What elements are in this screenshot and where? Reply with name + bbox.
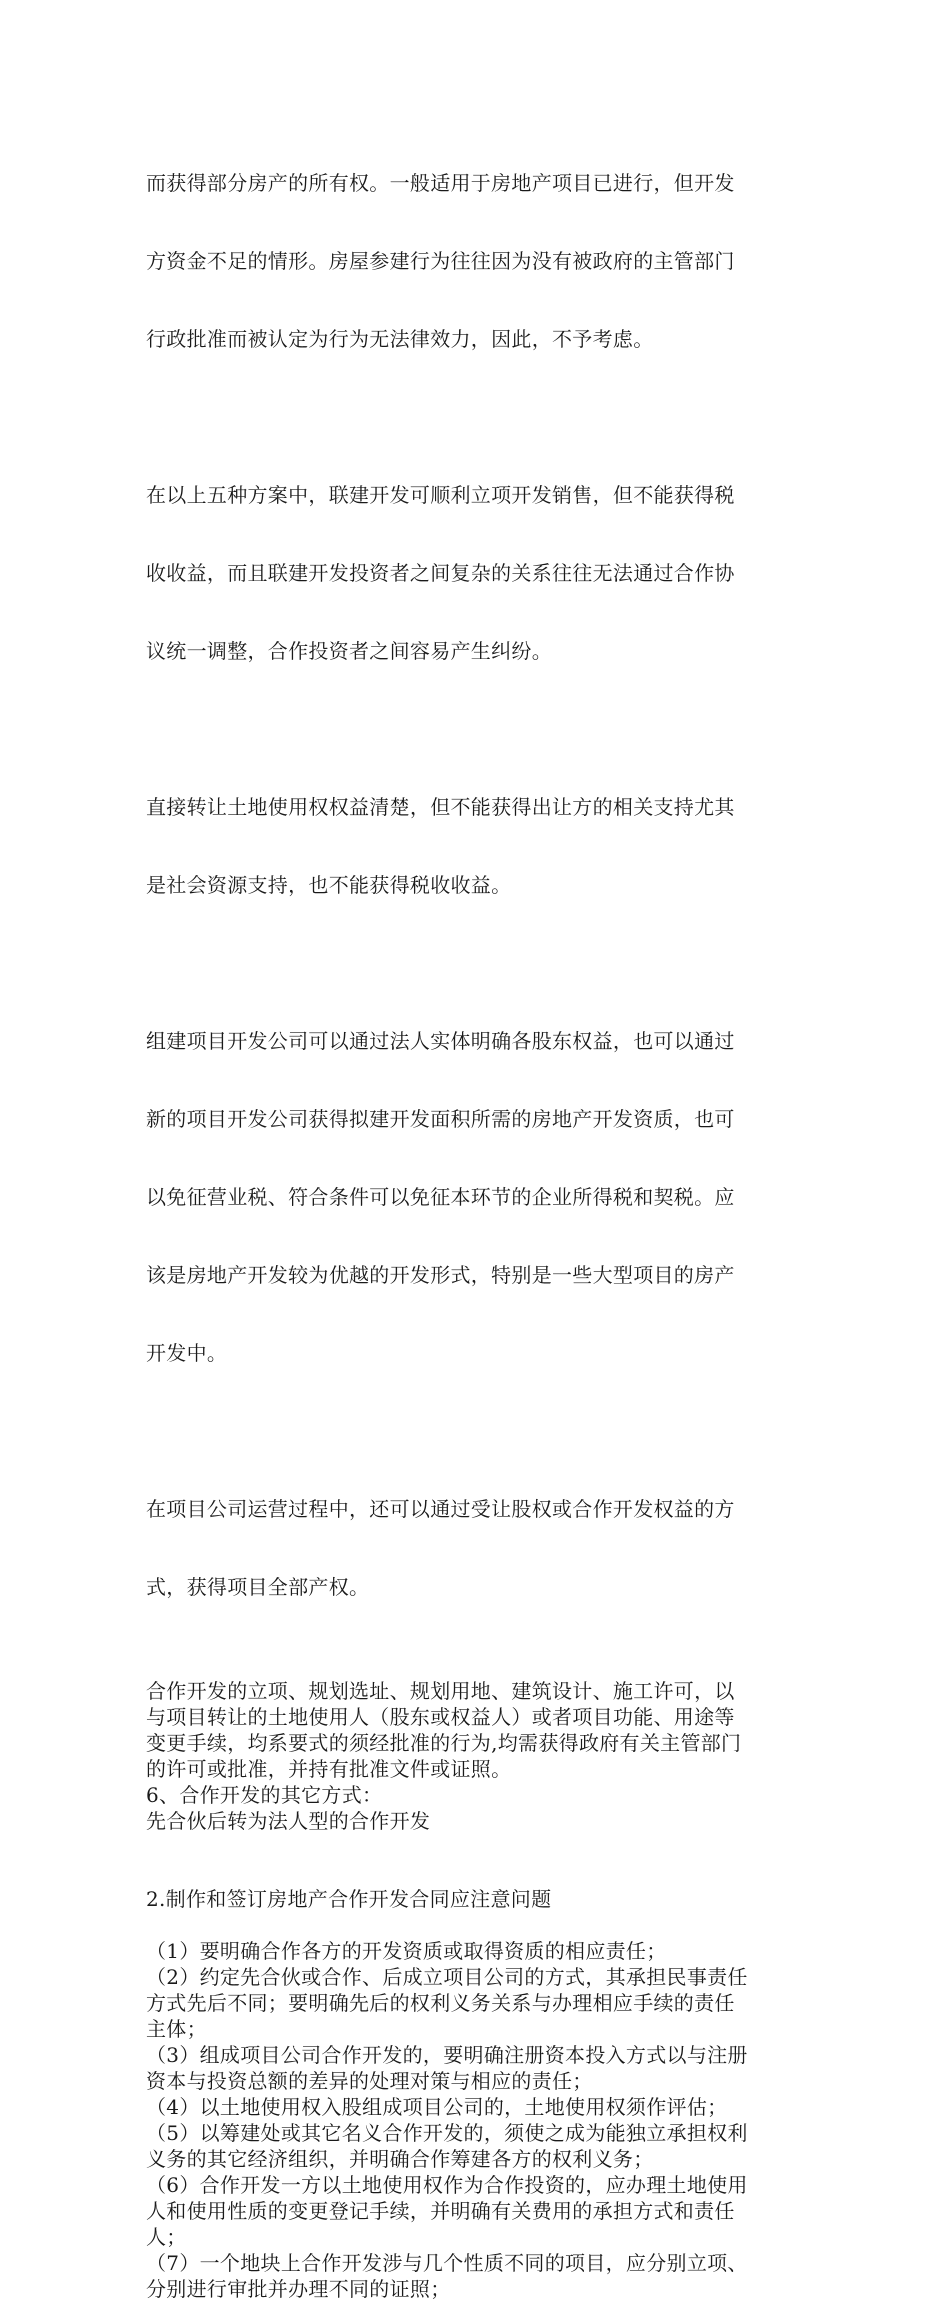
text-line: （6）合作开发一方以土地使用权作为合作投资的，应办理土地使用 bbox=[146, 2173, 748, 2197]
notice-list bbox=[146, 1938, 816, 2302]
text-line: 议统一调整，合作投资者之间容易产生纠纷。 bbox=[146, 639, 552, 663]
text-line: 变更手续，均系要式的须经批准的行为,均需获得政府有关主管部门 bbox=[146, 1731, 742, 1755]
list-item bbox=[146, 2094, 816, 2120]
spacer bbox=[146, 1912, 816, 1938]
text-line: 在以上五种方案中，联建开发可顺利立项开发销售，但不能获得税 bbox=[146, 483, 735, 507]
text-line: 以免征营业税、符合条件可以免征本环节的企业所得税和契税。应 bbox=[146, 1185, 735, 1209]
other-methods-title: 6、合作开发的其它方式： bbox=[146, 1783, 383, 1807]
text-line: （7）一个地块上合作开发涉与几个性质不同的项目，应分别立项、 bbox=[146, 2251, 748, 2275]
text-line: （3）组成项目公司合作开发的，要明确注册资本投入方式以与注册 bbox=[146, 2043, 748, 2067]
document-body bbox=[146, 118, 816, 2302]
text-line: 式，获得项目全部产权。 bbox=[146, 1575, 370, 1599]
text-line: 开发中。 bbox=[146, 1341, 228, 1365]
text-line: 行政批准而被认定为行为无法律效力，因此，不予考虑。 bbox=[146, 327, 654, 351]
text-line: 方资金不足的情形。房屋参建行为往往因为没有被政府的主管部门 bbox=[146, 249, 735, 273]
text-line: （2）约定先合伙或合作、后成立项目公司的方式，其承担民事责任 bbox=[146, 1965, 748, 1989]
list-item bbox=[146, 2120, 816, 2172]
text-line: 义务的其它经济组织，并明确合作筹建各方的权利义务； bbox=[146, 2147, 654, 2171]
text-line: 的许可或批准，并持有批准文件或证照。 bbox=[146, 1757, 512, 1781]
other-methods-item: 先合伙后转为法人型的合作开发 bbox=[146, 1809, 431, 1833]
text-line: 与项目转让的土地使用人（股东或权益人）或者项目功能、用途等 bbox=[146, 1705, 735, 1729]
list-item bbox=[146, 2172, 816, 2250]
text-line: 资本与投资总额的差异的处理对策与相应的责任； bbox=[146, 2069, 593, 2093]
paragraph-ownership bbox=[146, 118, 816, 404]
text-line: 主体； bbox=[146, 2017, 207, 2041]
section-heading: 2.制作和签订房地产合作开发合同应注意问题 bbox=[146, 1887, 552, 1911]
list-item bbox=[146, 1964, 816, 2042]
text-line: 方式先后不同；要明确先后的权利义务关系与办理相应手续的责任 bbox=[146, 1991, 735, 2015]
paragraph-operation bbox=[146, 1444, 816, 1652]
text-line: （5）以筹建处或其它名义合作开发的，须使之成为能独立承担权利 bbox=[146, 2121, 748, 2145]
paragraph-direct-transfer bbox=[146, 742, 816, 950]
paragraph-project-company bbox=[146, 976, 816, 1418]
text-line: 合作开发的立项、规划选址、规划用地、建筑设计、施工许可，以 bbox=[146, 1679, 735, 1703]
text-line: 人； bbox=[146, 2225, 187, 2249]
list-item bbox=[146, 2042, 816, 2094]
paragraph-five-schemes bbox=[146, 430, 816, 716]
text-line: 是社会资源支持，也不能获得税收收益。 bbox=[146, 873, 512, 897]
text-line: 直接转让土地使用权权益清楚，但不能获得出让方的相关支持尤其 bbox=[146, 795, 735, 819]
text-line: 分别进行审批并办理不同的证照； bbox=[146, 2277, 451, 2301]
text-line: 新的项目开发公司获得拟建开发面积所需的房地产开发资质，也可 bbox=[146, 1107, 735, 1131]
list-item bbox=[146, 2250, 816, 2302]
paragraph-approval bbox=[146, 1678, 816, 1782]
list-item bbox=[146, 1938, 816, 1964]
text-line: （4）以土地使用权入股组成项目公司的，土地使用权须作评估； bbox=[146, 2095, 728, 2119]
text-line: 收收益，而且联建开发投资者之间复杂的关系往往无法通过合作协 bbox=[146, 561, 735, 585]
spacer bbox=[146, 1834, 816, 1886]
text-line: 人和使用性质的变更登记手续，并明确有关费用的承担方式和责任 bbox=[146, 2199, 735, 2223]
text-line: 组建项目开发公司可以通过法人实体明确各股东权益，也可以通过 bbox=[146, 1029, 735, 1053]
text-line: （1）要明确合作各方的开发资质或取得资质的相应责任； bbox=[146, 1939, 667, 1963]
text-line: 而获得部分房产的所有权。一般适用于房地产项目已进行，但开发 bbox=[146, 171, 735, 195]
text-line: 该是房地产开发较为优越的开发形式，特别是一些大型项目的房产 bbox=[146, 1263, 735, 1287]
text-line: 在项目公司运营过程中，还可以通过受让股权或合作开发权益的方 bbox=[146, 1497, 735, 1521]
